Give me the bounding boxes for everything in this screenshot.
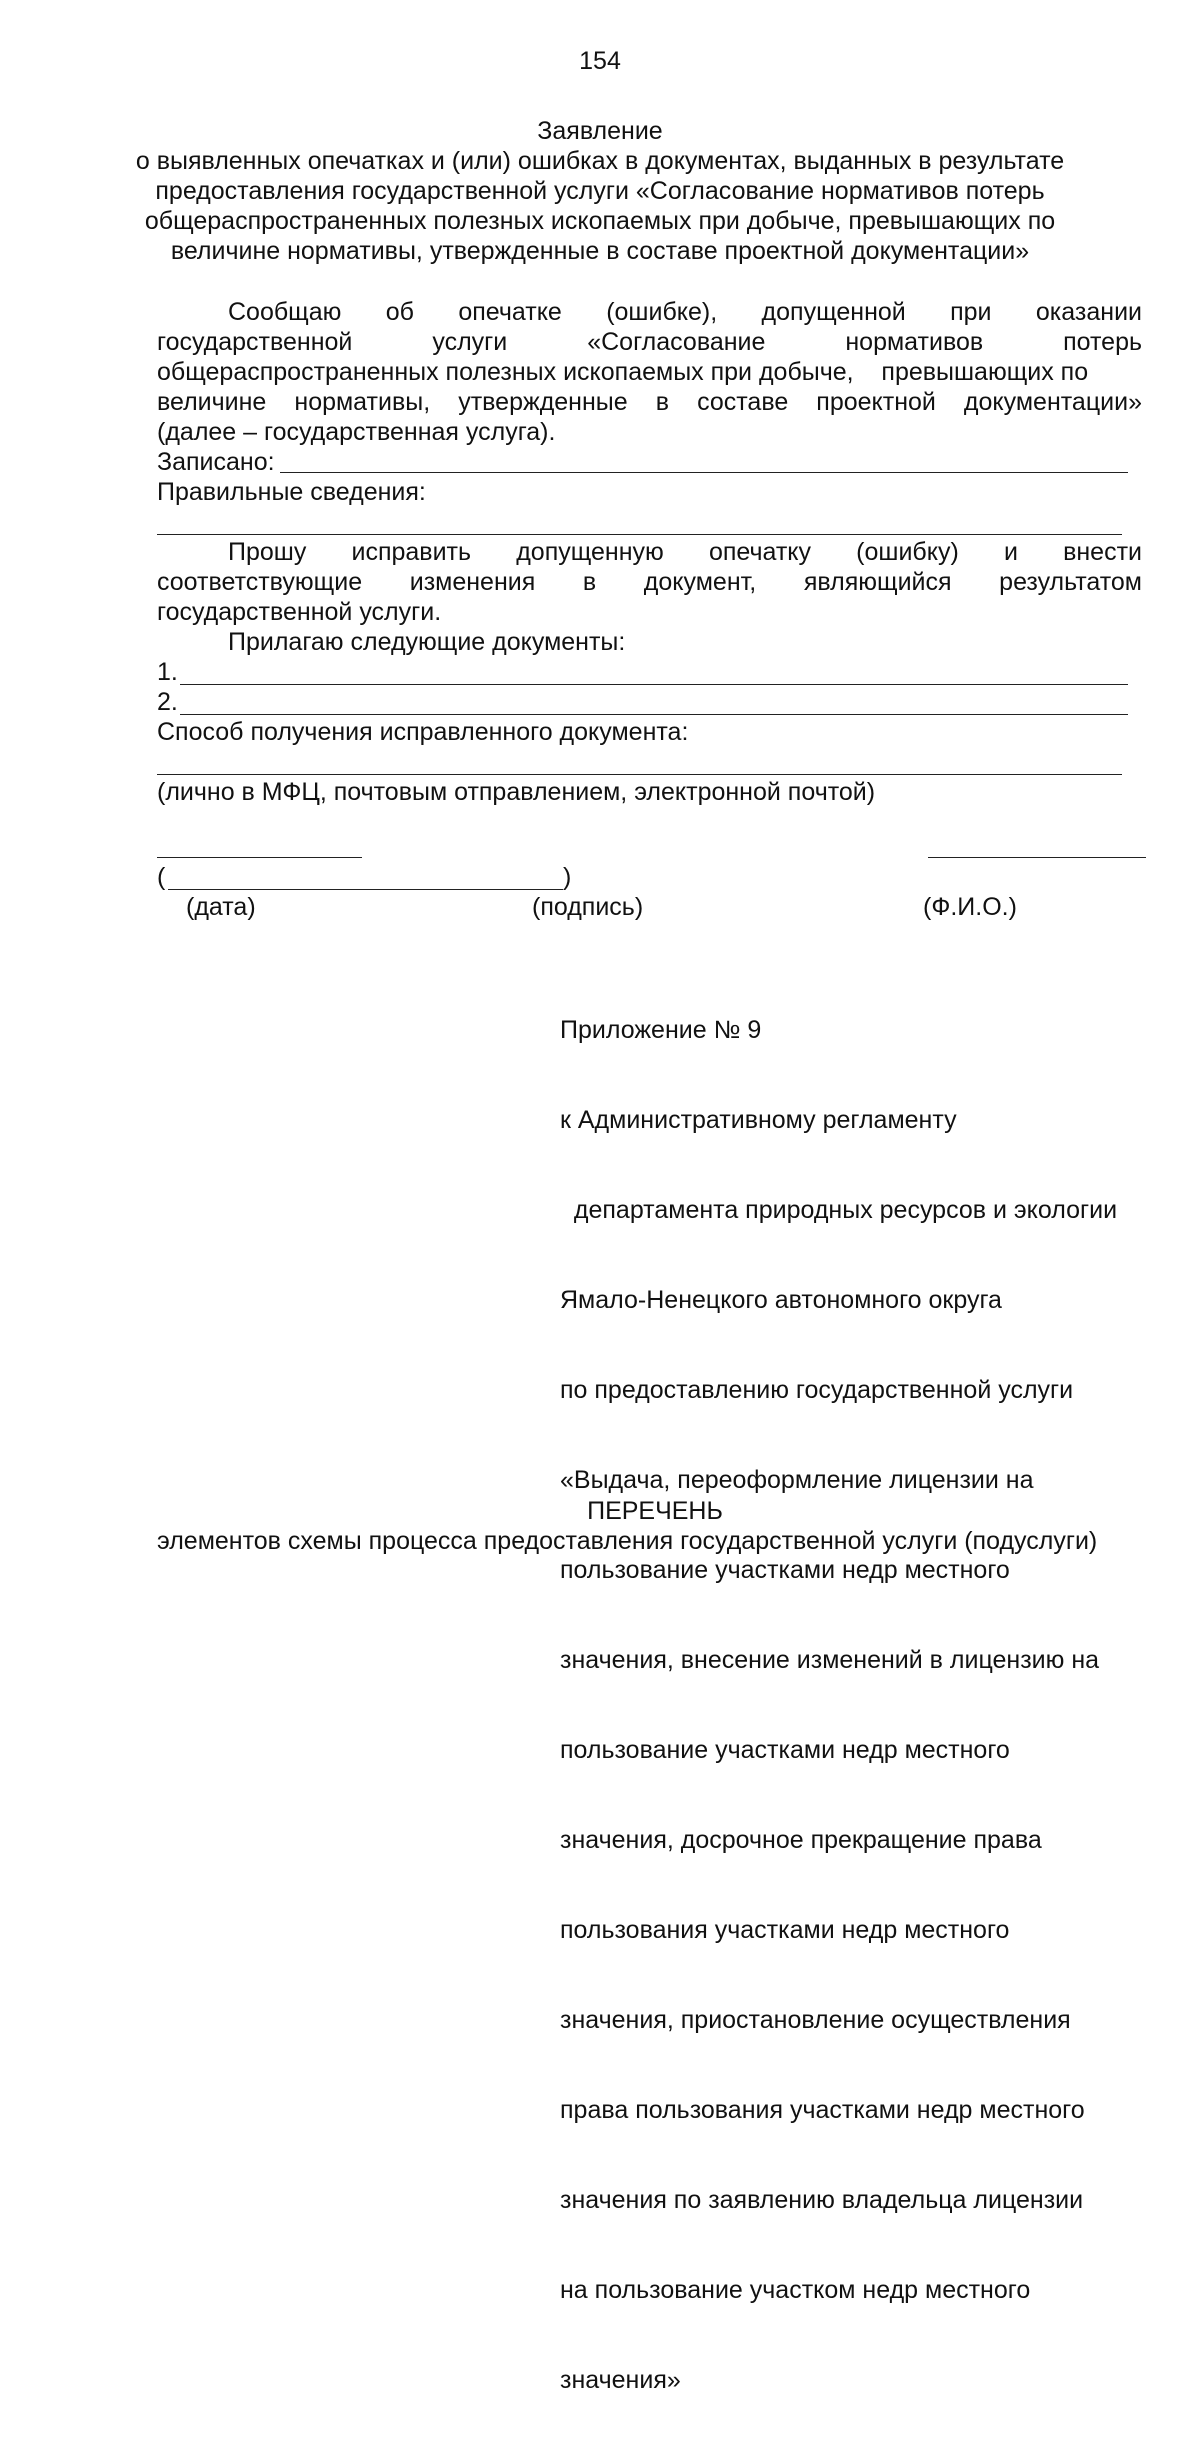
sig-date-caption: (дата) [186, 893, 256, 921]
body1-line: величине нормативы, утвержденные в составе проектной документации» [157, 388, 1142, 416]
statement-title: Заявление [537, 117, 663, 145]
sig-sign-caption: (подпись) [532, 893, 644, 921]
body1-line: (далее – государственная услуга). [157, 418, 556, 446]
appendix-line: «Выдача, переоформление лицензии на [560, 1466, 1034, 1494]
sig-name-caption: (Ф.И.О.) [923, 893, 1017, 921]
body2-line: Прошу исправить допущенную опечатку (ошибку) и внести [228, 538, 1142, 566]
method-hint: (лично в МФЦ, почтовым отправлением, электронной почтой) [157, 778, 876, 806]
method-label: Способ получения исправленного документа: [157, 718, 689, 746]
body2-line: государственной услуги. [157, 598, 442, 626]
statement-subtitle-line: о выявленных опечатках и (или) ошибках в документах, выданных в результате [135, 147, 1065, 175]
body2-line: соответствующие изменения в документ, являющийся результатом [157, 568, 1142, 596]
body1-line: Сообщаю об опечатке (ошибке), допущенной при оказании [228, 298, 1142, 326]
page-number: 154 [579, 47, 621, 75]
appendix-line: значения по заявлению владельца лицензии [560, 2186, 1084, 2214]
attach-label: Прилагаю следующие документы: [228, 628, 626, 656]
list-title: ПЕРЕЧЕНЬ [587, 1497, 723, 1525]
appendix-line: по предоставлению государственной услуги [560, 1376, 1074, 1404]
written-label: Записано: [157, 448, 275, 476]
attach-item-1-label: 1. [157, 658, 178, 686]
sign-paren-close: ) [563, 863, 572, 891]
body1-line: государственной услуги «Согласование нормативов потерь [157, 328, 1142, 356]
appendix-line: департамента природных ресурсов и экологии [560, 1196, 1118, 1224]
name-field-line[interactable] [928, 857, 1146, 858]
attach-item-2-label: 2. [157, 688, 178, 716]
statement-subtitle-line: величине нормативы, утвержденные в составе проектной документации» [170, 237, 1030, 265]
appendix-line: значения, приостановление осуществления [560, 2006, 1071, 2034]
attach-item-1-line[interactable] [180, 684, 1128, 685]
appendix-line: Ямало-Ненецкого автономного округа [560, 1286, 1002, 1314]
sign-field-line[interactable] [168, 889, 563, 890]
date-field-line[interactable] [157, 857, 362, 858]
statement-subtitle-line: общераспространенных полезных ископаемых при добыче, превышающих по [144, 207, 1056, 235]
appendix-line: значения» [560, 2366, 681, 2394]
attach-item-2-line[interactable] [180, 714, 1128, 715]
written-field-line[interactable] [280, 472, 1128, 473]
appendix-line: Приложение № 9 [560, 1016, 762, 1044]
statement-subtitle-line: предоставления государственной услуги «Согласование нормативов потерь [155, 177, 1045, 205]
appendix-line: к Административному регламенту [560, 1106, 957, 1134]
appendix-line: пользования участками недр местного [560, 1916, 1010, 1944]
appendix-line: значения, внесение изменений в лицензию на [560, 1646, 1100, 1674]
method-field-line[interactable] [157, 774, 1122, 775]
appendix-line: пользование участками недр местного [560, 1736, 1010, 1764]
appendix-line: права пользования участками недр местного [560, 2096, 1085, 2124]
body1-line: общераспространенных полезных ископаемых при добыче, превышающих по [157, 358, 1089, 386]
appendix-line: пользование участками недр местного [560, 1556, 1010, 1584]
correct-field-line[interactable] [157, 534, 1122, 535]
list-subtitle: элементов схемы процесса предоставления государственной услуги (подуслуги) [157, 1527, 1098, 1555]
correct-label: Правильные сведения: [157, 478, 426, 506]
appendix-line: значения, досрочное прекращение права [560, 1826, 1042, 1854]
sign-paren-open: ( [157, 863, 166, 891]
appendix-block [560, 955, 1117, 2455]
appendix-line: на пользование участком недр местного [560, 2276, 1031, 2304]
